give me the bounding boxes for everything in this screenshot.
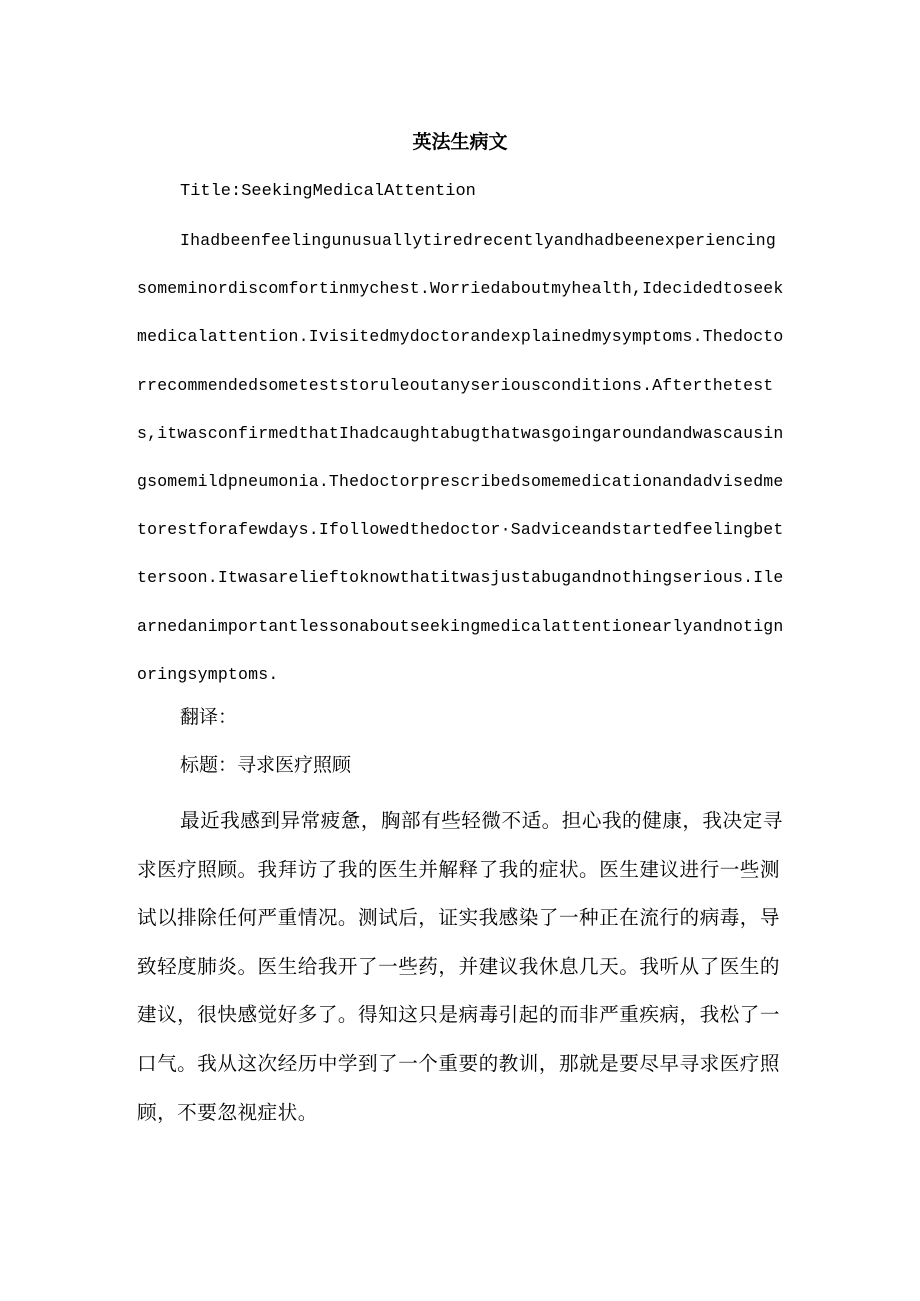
translation-label: 翻译： (180, 706, 238, 728)
english-title: Title:SeekingMedicalAttention (180, 182, 476, 201)
chinese-title: 标题：寻求医疗照顾 (180, 754, 352, 776)
english-body-paragraph: Ihadbeenfeelingunusuallytiredrecentlyandhadbeenexperiencingsomeminordiscomfortinmychest.Worriedaboutmyhealth,Idecidedtoseekmedicalattention.Ivisitedmydoctorandexplainedmysymptoms.Thedoctorrecommendedsometeststoruleoutanyseriousconditions.Afterthetests,itwasconfirmedthatIhadcaughtabugthatwasgoingaroundandwascausingsomemildpneumonia.Thedoctorprescribedsomemedicationandadvisedmetorestforafewdays.Ifollowedthedoctor·Sadviceandstartedfeelingbettersoon.Itwasarelieftoknowthatitwasjustabugandnothingserious.Ilearnedanimportantlessonaboutseekingmedicalattentionearlyandnotignoringsymptoms. (137, 231, 784, 684)
document-heading: 英法生病文 (412, 131, 508, 153)
chinese-body-paragraph: 最近我感到异常疲惫，胸部有些轻微不适。担心我的健康，我决定寻求医疗照顾。我拜访了我的医生并解释了我的症状。医生建议进行一些测试以排除任何严重情况。测试后，证实我感染了一种正在流行的病毒，导致轻度肺炎。医生给我开了一些药，并建议我休息几天。我听从了医生的建议，很快感觉好多了。得知这只是病毒引起的而非严重疾病，我松了一口气。我从这次经历中学到了一个重要的教训，那就是要尽早寻求医疗照顾，不要忽视症状。 (137, 809, 783, 1124)
